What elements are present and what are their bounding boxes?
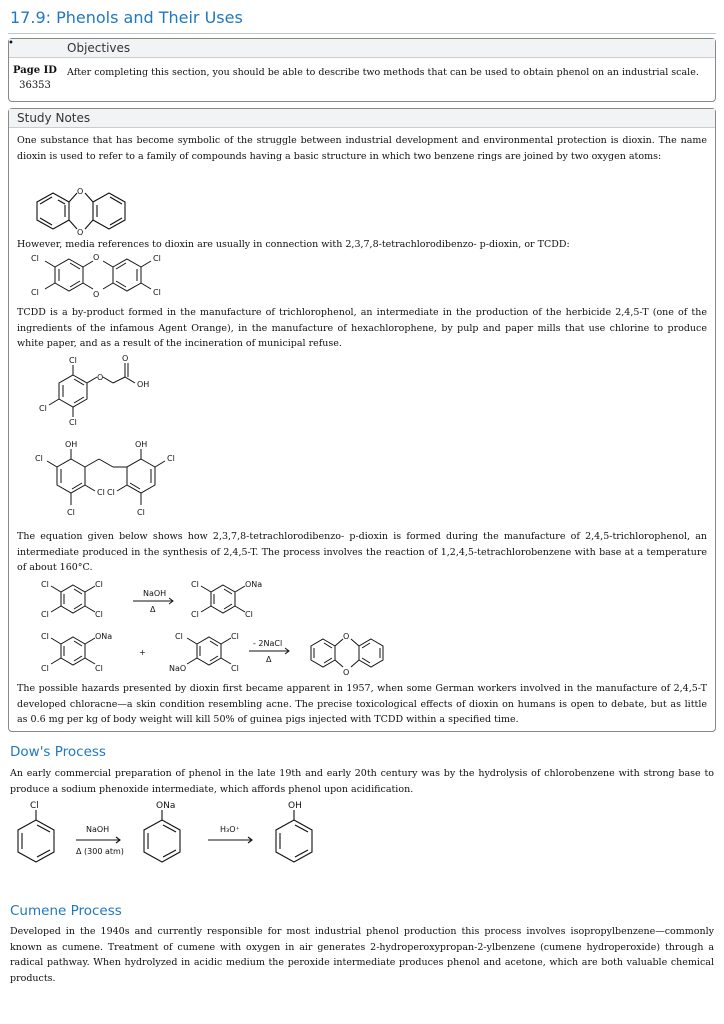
title-divider — [8, 33, 716, 34]
hcp-cl-2: Cl — [97, 488, 105, 497]
rx-cl-12: Cl — [231, 632, 239, 641]
dioxin-o-top: O — [77, 187, 84, 196]
hcp-cl-1: Cl — [35, 454, 43, 463]
245t-cl-left: Cl — [39, 404, 47, 413]
study-notes-box — [8, 108, 716, 732]
study-notes-p5: The possible hazards presented by dioxin first became apparent in 1957, when some German workers involved in the manufacture of 2,4,5-T developed chloracne—a skin condition resembling acne. The precise toxicological effects of dioxin on humans is open to debate, but as little as 0.6 mg per kg of body weight will kill 50% of guinea pigs injected with TCDD within a specified time. — [17, 683, 707, 725]
dows-text: An early commercial preparation of phenol in the late 19th and early 20th century was by the hydrolysis of chlorobenzene with strong base to produce a sodium phenoxide intermediate, which affords phenol upon acidification. — [10, 768, 714, 795]
dows-naoh: NaOH — [86, 825, 110, 834]
rx-cl-6: Cl — [191, 610, 199, 619]
study-notes-p1: One substance that has become symbolic of the struggle between industrial development and environmental protection is dioxin. The name dioxin is used to refer to a family of compounds having a basic structure in which two benzene rings are joined by two oxygen atoms: — [17, 135, 707, 162]
dows-cl: Cl — [30, 801, 39, 811]
rx-cl-9: Cl — [41, 664, 49, 673]
245t-o-ether: O — [97, 373, 104, 382]
rx-cl-1: Cl — [41, 580, 49, 589]
hcp-cl-4: Cl — [167, 454, 175, 463]
dioxin-o-bottom: O — [77, 228, 84, 237]
hcp-cl-6: Cl — [137, 508, 145, 517]
page-title: 17.9: Phenols and Their Uses — [10, 8, 243, 27]
rx-cl-10: Cl — [95, 664, 103, 673]
rx-cl-2: Cl — [41, 610, 49, 619]
dows-h3o: H₃O⁺ — [220, 825, 240, 834]
tcdd-o-top: O — [93, 253, 100, 262]
study-notes-p4: The equation given below shows how 2,3,7,8-tetrachlorodibenzo- p-dioxin is formed during the manufacture of 2,4,5-trichlorophenol, an intermediate produced in the synthesis of 2,4,5-T. The process involves the reaction of 1,2,4,5-tetrachlorobenzene with base at a temperature of about 160°C. — [17, 531, 707, 573]
rx-o-top: O — [343, 632, 350, 641]
cumene-heading: Cumene Process — [10, 903, 122, 919]
rx-delta-2: Δ — [266, 655, 272, 664]
245t-oh: OH — [137, 380, 150, 389]
hcp-oh-left: OH — [65, 440, 78, 449]
rx-ona-1: ONa — [245, 580, 263, 589]
245t-cl-bottom: Cl — [69, 418, 77, 427]
rx-cl-11: Cl — [175, 632, 183, 641]
tcdd-cl-3: Cl — [153, 254, 161, 263]
rx-cl-8: Cl — [41, 632, 49, 641]
cumene-text: Developed in the 1940s and currently responsible for most industrial phenol production this process involves isopropylbenzene—commonly known as cumene. Treatment of cumene with oxygen in air generates 2-hydroperoxypropan-2-ylbenzene (cumene hydroperoxide) through a radical pathway. When hydrolyzed in acidic medium the peroxide intermediate produces phenol and acetone, which are both valuable chemical products. — [10, 926, 714, 984]
dows-delta-300: Δ (300 atm) — [76, 847, 124, 856]
rx-nao: NaO — [169, 664, 187, 673]
hcp-cl-5: Cl — [107, 488, 115, 497]
objectives-box — [8, 38, 716, 102]
rx-cl-13: Cl — [231, 664, 239, 673]
hexachlorophene-structure — [31, 439, 211, 529]
rx-ona-2: ONa — [95, 632, 113, 641]
tcdd-structure — [29, 253, 189, 303]
dows-oh: OH — [288, 801, 302, 811]
study-notes-heading: Study Notes — [9, 109, 715, 128]
rx-delta-1: Δ — [150, 605, 156, 614]
rx-minus-2nacl: - 2NaCl — [253, 639, 283, 648]
tcdd-formation-scheme — [23, 579, 443, 679]
dows-ona: ONa — [156, 801, 176, 811]
objectives-text: After completing this section, you should be able to describe two methods that can be used to obtain phenol on an industrial scale. — [67, 67, 699, 78]
rx-cl-3: Cl — [95, 580, 103, 589]
rx-plus: + — [139, 648, 146, 657]
hcp-cl-3: Cl — [67, 508, 75, 517]
rx-cl-5: Cl — [191, 580, 199, 589]
rx-naoh: NaOH — [143, 589, 167, 598]
tcdd-o-bottom: O — [93, 290, 100, 299]
page-id-label: Page ID — [13, 65, 57, 76]
study-notes-p2: However, media references to dioxin are usually in connection with 2,3,7,8-tetrachlorodibenzo- p-dioxin, or TCDD: — [17, 239, 570, 250]
hcp-oh-right: OH — [135, 440, 148, 449]
dows-scheme — [10, 801, 350, 884]
rx-cl-7: Cl — [245, 610, 253, 619]
objectives-heading: Objectives — [9, 39, 715, 58]
tcdd-cl-2: Cl — [31, 288, 39, 297]
rx-o-bottom: O — [343, 668, 350, 677]
page-id-value: 36353 — [19, 80, 51, 91]
245t-cl-top: Cl — [69, 356, 77, 365]
tcdd-cl-1: Cl — [31, 254, 39, 263]
245t-o-carbonyl: O — [122, 354, 129, 363]
dows-heading: Dow's Process — [10, 744, 106, 760]
study-notes-p3: TCDD is a by-product formed in the manufacture of trichlorophenol, an intermediate in the production of the herbicide 2,4,5-T (one of the ingredients of the infamous Agent Orange), in the manufacture of hexachlorophene, by pulp and paper mills that use chlorine to produce white paper, and as a result of the incineration of municipal refuse. — [17, 307, 707, 349]
245t-structure — [31, 353, 181, 433]
dibenzodioxin-structure — [23, 183, 143, 243]
tcdd-cl-4: Cl — [153, 288, 161, 297]
objectives-bullet: • — [8, 38, 14, 49]
rx-cl-4: Cl — [95, 610, 103, 619]
page-id — [9, 63, 61, 93]
